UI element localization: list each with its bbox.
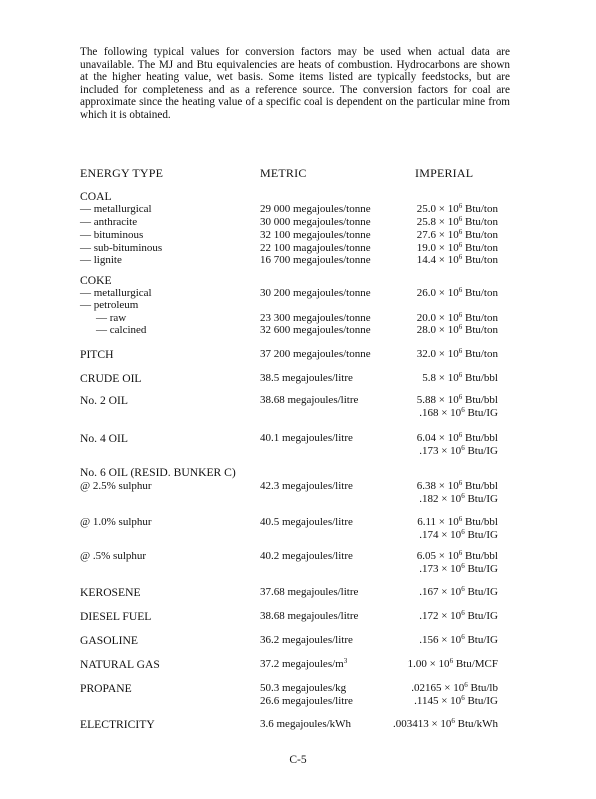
exponent: 6 <box>458 393 463 401</box>
imperial-cell <box>393 718 498 731</box>
imperial-value <box>411 682 498 695</box>
metric-text: 50.3 megajoules/kg <box>260 682 347 694</box>
imperial-mantissa: .168 × 10 <box>419 407 462 419</box>
imperial-mantissa: 32.0 × 10 <box>416 348 459 360</box>
imperial-cell <box>419 634 498 647</box>
exponent: 6 <box>461 562 465 570</box>
exponent: 6 <box>458 286 463 294</box>
imperial-unit: Btu/ton <box>462 242 498 254</box>
energy-type-label: No. 4 OIL <box>80 432 128 445</box>
metric-line <box>260 348 371 361</box>
metric-line <box>260 682 353 695</box>
imperial-mantissa: 25.8 × 10 <box>416 216 459 228</box>
imperial-mantissa: 27.6 × 10 <box>416 229 459 241</box>
metric-text: 3.6 megajoules/kWh <box>260 718 352 730</box>
exponent: 6 <box>451 717 455 725</box>
metric-text: 40.1 megajoules/litre <box>260 432 353 444</box>
imperial-mantissa: .172 × 10 <box>419 610 462 622</box>
imperial-unit: Btu/bbl <box>462 516 498 528</box>
exponent: 6 <box>461 444 465 452</box>
imperial-unit: Btu/ton <box>462 216 498 228</box>
metric-text: 23 300 megajoules/tonne <box>260 312 371 324</box>
exponent: 6 <box>458 215 463 223</box>
imperial-cell <box>417 287 498 300</box>
metric-value <box>260 254 371 267</box>
metric-value <box>260 216 371 229</box>
energy-type-label: PITCH <box>80 348 114 361</box>
metric-line <box>260 216 371 229</box>
imperial-unit: Btu/bbl <box>462 372 498 384</box>
metric-line <box>260 610 358 623</box>
intro-paragraph: The following typical values for conversion factors may be used when actual data are unavailable. The MJ and Btu equivalencies are heats of combustion. Hydrocarbons are shown at the higher heating value, wet basis. Some items listed are typically feedstocks, but are included for completeness and as a reference source. The conversion factors for coal are approximate since the heating value of a specific coal is dependent on the particular mine from which it is obtained. <box>80 46 510 121</box>
imperial-cell <box>417 348 498 361</box>
header-metric: METRIC <box>260 166 307 180</box>
metric-text: 32 600 megajoules/tonne <box>260 324 371 336</box>
energy-type-label: CRUDE OIL <box>80 372 142 385</box>
imperial-unit: Btu/ton <box>462 312 498 324</box>
exponent: 6 <box>458 431 463 439</box>
metric-line <box>260 229 371 242</box>
exponent: 6 <box>458 347 463 355</box>
metric-text: 22 100 magajoules/tonne <box>260 242 371 254</box>
metric-text: 36.2 megajoules/litre <box>260 634 353 646</box>
metric-line: 26.6 megajoules/litre <box>260 695 353 707</box>
exponent: 6 <box>458 311 463 319</box>
energy-type-label: @ 2.5% sulphur <box>80 480 152 492</box>
imperial-value <box>408 658 498 671</box>
imperial-unit: Btu/kWh <box>454 718 498 730</box>
imperial-mantissa: .182 × 10 <box>419 493 462 505</box>
imperial-value <box>417 203 498 216</box>
imperial-cell <box>419 610 498 623</box>
imperial-mantissa: 6.38 × 10 <box>416 480 459 492</box>
imperial-value <box>393 718 498 731</box>
imperial-cell <box>408 658 498 671</box>
imperial-mantissa: 6.11 × 10 <box>417 516 459 528</box>
imperial-mantissa: 14.4 × 10 <box>416 254 459 266</box>
imperial-value <box>417 348 498 361</box>
imperial-value <box>417 287 498 300</box>
metric-text: 30 200 megajoules/tonne <box>260 287 371 299</box>
imperial-value <box>417 324 498 337</box>
metric-line <box>260 634 353 647</box>
imperial-unit: Btu/ton <box>462 229 498 241</box>
metric-value <box>260 658 347 671</box>
metric-value <box>260 229 371 242</box>
energy-type-label: — raw <box>96 312 127 324</box>
imperial-value <box>417 254 498 267</box>
energy-type-label: — petroleum <box>80 299 139 311</box>
exponent: 6 <box>461 585 465 593</box>
metric-value <box>260 203 371 216</box>
metric-text: 29 000 megajoules/tonne <box>260 203 371 215</box>
imperial-value <box>411 695 498 708</box>
imperial-value <box>417 516 498 529</box>
imperial-mantissa: 1.00 × 10 <box>407 658 450 670</box>
energy-type-label: — metallurgical <box>80 203 152 215</box>
imperial-unit: Btu/ton <box>462 203 498 215</box>
imperial-unit: Btu/IG <box>464 610 498 622</box>
exponent: 6 <box>464 681 468 689</box>
imperial-unit: Btu/MCF <box>453 658 498 670</box>
imperial-cell <box>417 432 498 458</box>
imperial-cell <box>417 516 498 542</box>
header-energy-type: ENERGY TYPE <box>80 166 164 180</box>
metric-text: 37.68 megajoules/litre <box>260 586 359 598</box>
metric-value <box>260 480 353 493</box>
exponent: 6 <box>449 657 454 665</box>
exponent: 6 <box>461 609 465 617</box>
imperial-value <box>417 216 498 229</box>
imperial-value <box>417 394 498 407</box>
imperial-mantissa: .173 × 10 <box>419 445 462 457</box>
imperial-unit: Btu/IG <box>464 445 498 457</box>
imperial-value <box>419 634 498 647</box>
exponent: 6 <box>458 323 463 331</box>
imperial-unit: Btu/bbl <box>462 480 498 492</box>
imperial-mantissa: .174 × 10 <box>419 529 462 541</box>
exponent: 6 <box>458 371 463 379</box>
metric-line <box>260 287 371 300</box>
imperial-mantissa: .173 × 10 <box>419 563 462 575</box>
exponent: 6 <box>458 241 463 249</box>
energy-type-label: No. 2 OIL <box>80 394 128 407</box>
energy-type-label: — sub-bituminous <box>80 242 163 254</box>
imperial-mantissa: .156 × 10 <box>419 634 462 646</box>
imperial-value <box>422 372 498 385</box>
imperial-value <box>417 229 498 242</box>
page-number: C-5 <box>289 754 307 766</box>
metric-text: 37 200 megajoules/tonne <box>260 348 371 360</box>
metric-line <box>260 516 353 529</box>
metric-line <box>260 550 353 563</box>
imperial-value <box>417 550 498 563</box>
metric-line <box>260 254 371 267</box>
imperial-value <box>417 563 498 576</box>
imperial-mantissa: 25.0 × 10 <box>416 203 459 215</box>
imperial-cell <box>411 682 498 708</box>
imperial-unit: Btu/IG <box>464 563 498 575</box>
metric-value <box>260 550 353 563</box>
imperial-value <box>417 480 498 493</box>
metric-text: 40.2 megajoules/litre <box>260 550 353 562</box>
imperial-unit: Btu/bbl <box>462 432 498 444</box>
metric-text: 42.3 megajoules/litre <box>260 480 353 492</box>
imperial-unit: Btu/IG <box>464 407 498 419</box>
energy-type-label: — calcined <box>96 324 147 336</box>
metric-value <box>260 682 353 708</box>
imperial-unit: Btu/IG <box>464 529 498 541</box>
metric-value <box>260 348 371 361</box>
metric-value <box>260 287 371 300</box>
imperial-mantissa: .003413 × 10 <box>392 718 452 730</box>
energy-type-label: — metallurgical <box>80 287 152 299</box>
imperial-value <box>419 586 498 599</box>
exponent: 6 <box>458 202 463 210</box>
metric-value <box>260 634 353 647</box>
imperial-cell <box>422 372 498 385</box>
metric-value <box>260 586 358 599</box>
energy-type-label: COAL <box>80 190 112 203</box>
energy-type-label: COKE <box>80 274 112 287</box>
imperial-mantissa: .1145 × 10 <box>414 695 462 707</box>
metric-value <box>260 372 353 385</box>
imperial-cell <box>417 550 498 576</box>
imperial-mantissa: 5.88 × 10 <box>416 394 459 406</box>
imperial-value <box>417 407 498 420</box>
exponent: 6 <box>458 479 463 487</box>
imperial-mantissa: 26.0 × 10 <box>416 287 459 299</box>
imperial-mantissa: .02165 × 10 <box>411 682 465 694</box>
energy-type-label: @ 1.0% sulphur <box>80 516 152 528</box>
imperial-unit: Btu/ton <box>462 287 498 299</box>
imperial-mantissa: 6.04 × 10 <box>416 432 459 444</box>
metric-text: 38.68 megajoules/litre <box>260 394 359 406</box>
imperial-value <box>417 493 498 506</box>
imperial-value <box>417 432 498 445</box>
imperial-mantissa: 5.8 × 10 <box>422 372 459 384</box>
metric-line <box>260 718 351 731</box>
imperial-mantissa: 6.05 × 10 <box>416 550 459 562</box>
exponent: 6 <box>461 492 465 500</box>
metric-text: 30 000 megajoules/tonne <box>260 216 371 228</box>
imperial-unit: Btu/IG <box>464 586 498 598</box>
imperial-cell <box>417 216 498 229</box>
imperial-unit: Btu/IG <box>464 634 498 646</box>
imperial-mantissa: 28.0 × 10 <box>416 324 459 336</box>
metric-line <box>260 586 358 599</box>
imperial-unit: Btu/ton <box>462 254 498 266</box>
energy-type-label: — anthracite <box>80 216 138 228</box>
energy-type-label: @ .5% sulphur <box>80 550 147 562</box>
imperial-cell <box>417 394 498 420</box>
metric-text: 38.5 megajoules/litre <box>260 372 353 384</box>
imperial-unit: Btu/bbl <box>462 394 498 406</box>
energy-type-label: ELECTRICITY <box>80 718 155 731</box>
imperial-value <box>419 610 498 623</box>
imperial-mantissa: 20.0 × 10 <box>416 312 459 324</box>
exponent: 6 <box>461 694 465 702</box>
energy-type-label: DIESEL FUEL <box>80 610 152 623</box>
energy-type-label: — bituminous <box>80 229 144 241</box>
metric-line <box>260 324 371 337</box>
energy-type-label: PROPANE <box>80 682 132 695</box>
imperial-mantissa: .167 × 10 <box>419 586 462 598</box>
exponent: 6 <box>461 406 465 414</box>
imperial-cell <box>417 203 498 216</box>
imperial-value <box>417 445 498 458</box>
exponent: 6 <box>461 633 465 641</box>
metric-text: 32 100 megajoules/tonne <box>260 229 371 241</box>
energy-type-label: — lignite <box>80 254 122 266</box>
metric-line <box>260 480 353 493</box>
metric-line <box>260 203 371 216</box>
metric-line <box>260 658 347 671</box>
imperial-unit: Btu/lb <box>467 682 498 694</box>
imperial-unit: Btu/IG <box>464 695 498 707</box>
metric-value <box>260 394 358 407</box>
imperial-unit: Btu/ton <box>462 324 498 336</box>
exponent: 6 <box>458 253 463 261</box>
metric-line <box>260 394 358 407</box>
imperial-unit: Btu/IG <box>464 493 498 505</box>
metric-value <box>260 516 353 529</box>
metric-text: 38.68 megajoules/litre <box>260 610 359 622</box>
metric-line <box>260 432 353 445</box>
exponent: 6 <box>458 228 463 236</box>
metric-text: 37.2 megajoules/m <box>260 658 344 670</box>
exponent: 6 <box>458 549 463 557</box>
energy-type-label: KEROSENE <box>80 586 141 599</box>
imperial-cell <box>417 229 498 242</box>
metric-superscript: 3 <box>343 657 348 665</box>
imperial-unit: Btu/bbl <box>462 550 498 562</box>
exponent: 6 <box>461 528 465 536</box>
metric-line <box>260 372 353 385</box>
imperial-cell <box>417 324 498 337</box>
exponent: 6 <box>458 515 463 523</box>
imperial-cell <box>417 480 498 506</box>
energy-type-label: No. 6 OIL (RESID. BUNKER C) <box>80 466 236 479</box>
imperial-cell <box>419 586 498 599</box>
metric-value <box>260 610 358 623</box>
imperial-mantissa: 19.0 × 10 <box>416 242 459 254</box>
imperial-value <box>417 529 498 542</box>
header-imperial: IMPERIAL <box>415 166 474 180</box>
metric-text: 40.5 megajoules/litre <box>260 516 353 528</box>
metric-text: 16 700 megajoules/tonne <box>260 254 371 266</box>
imperial-cell <box>417 254 498 267</box>
metric-value <box>260 718 351 731</box>
energy-type-label: NATURAL GAS <box>80 658 160 671</box>
imperial-unit: Btu/ton <box>462 348 498 360</box>
metric-value <box>260 432 353 445</box>
metric-value <box>260 324 371 337</box>
energy-type-label: GASOLINE <box>80 634 138 647</box>
